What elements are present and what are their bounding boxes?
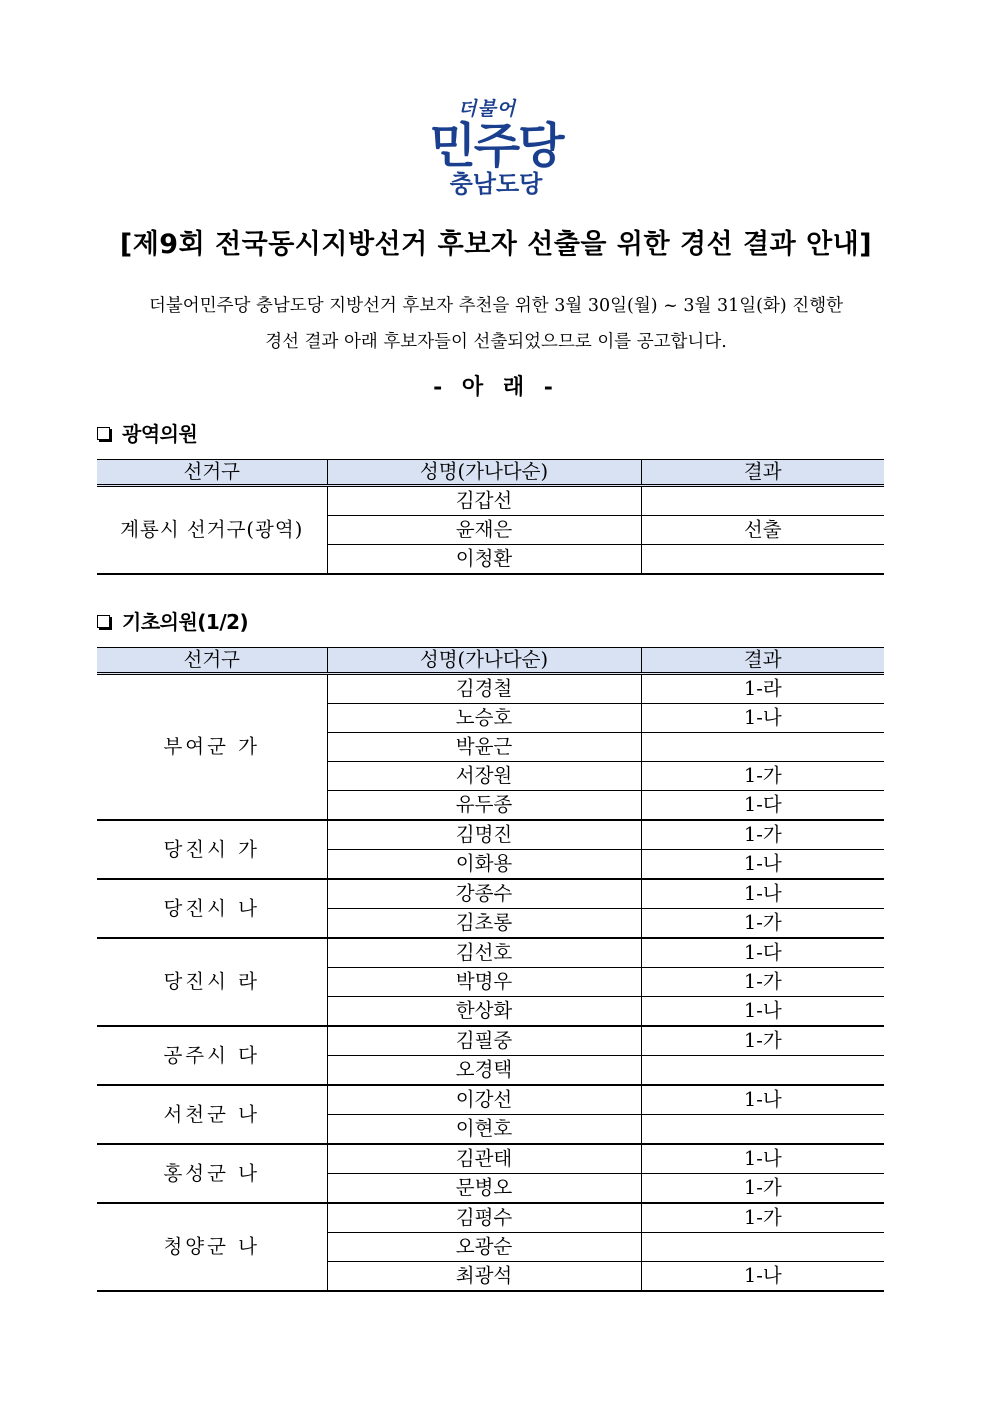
candidate-result: 1-나: [641, 1262, 884, 1292]
candidate-name: 이강선: [327, 1085, 641, 1115]
square-bullet-icon: [97, 427, 110, 440]
district-cell: 당진시 라: [97, 938, 327, 1026]
candidate-name: 이화용: [327, 850, 641, 880]
candidate-result: 1-가: [641, 820, 884, 850]
table-row: [97, 1203, 884, 1233]
logo-line3: 충남도당: [449, 170, 543, 198]
header-result: 결과: [641, 460, 884, 486]
document-title: [제9회 전국동시지방선거 후보자 선출을 위한 경선 결과 안내]: [119, 229, 873, 260]
candidate-name: 강종수: [327, 879, 641, 909]
header-name: 성명(가나다순): [327, 648, 641, 674]
candidate-name: 서장원: [327, 762, 641, 791]
candidate-result: 1-나: [641, 997, 884, 1027]
candidate-name: 이청환: [327, 545, 641, 575]
candidate-result: 1-가: [641, 1174, 884, 1204]
district-cell: 청양군 나: [97, 1203, 327, 1291]
candidate-name: 김선호: [327, 938, 641, 968]
candidate-result: 1-가: [641, 968, 884, 997]
candidate-result: 1-라: [641, 674, 884, 704]
candidate-name: 김갑선: [327, 486, 641, 516]
candidate-result: 1-나: [641, 1144, 884, 1174]
logo-line2: 민주당: [429, 118, 563, 174]
table-row: [97, 1026, 884, 1056]
candidate-name: 유두종: [327, 791, 641, 821]
candidate-name: 최광석: [327, 1262, 641, 1292]
section-metropolitan-heading: [97, 418, 197, 447]
candidate-result: [641, 545, 884, 575]
candidate-result: 1-다: [641, 938, 884, 968]
header-district: 선거구: [97, 648, 327, 674]
candidate-name: 한상화: [327, 997, 641, 1027]
candidate-name: 노승호: [327, 704, 641, 733]
candidate-result: [641, 486, 884, 516]
section-local-heading: [97, 606, 248, 635]
candidate-result: [641, 1233, 884, 1262]
candidate-name: 문병오: [327, 1174, 641, 1204]
candidate-name: 김평수: [327, 1203, 641, 1233]
candidate-name: 박윤근: [327, 733, 641, 762]
square-bullet-icon: [97, 615, 110, 628]
section-local-title: 기초의원(1/2): [122, 610, 249, 634]
district-cell: 서천군 나: [97, 1085, 327, 1144]
header-result: 결과: [641, 648, 884, 674]
candidate-name: 윤재은: [327, 516, 641, 545]
party-logo: [0, 98, 992, 198]
district-cell: 부여군 가: [97, 674, 327, 821]
candidate-result: 1-나: [641, 850, 884, 880]
metropolitan-results-table: [97, 459, 884, 575]
table-header-row: [97, 648, 884, 674]
district-cell: 홍성군 나: [97, 1144, 327, 1203]
candidate-result: [641, 733, 884, 762]
candidate-name: 김초롱: [327, 909, 641, 939]
header-name: 성명(가나다순): [327, 460, 641, 486]
logo-line1: 더불어: [457, 98, 517, 120]
candidate-name: 김관태: [327, 1144, 641, 1174]
district-cell: 계룡시 선거구(광역): [97, 486, 327, 575]
candidate-name: 이현호: [327, 1115, 641, 1145]
candidate-name: 오경택: [327, 1056, 641, 1086]
intro-line1: 더불어민주당 충남도당 지방선거 후보자 추천을 위한 3월 30일(월) ~ 3월 31일(화) 진행한: [148, 296, 844, 316]
intro-line2: 경선 결과 아래 후보자들이 선출되었으므로 이를 공고합니다.: [265, 332, 727, 352]
table-row: [97, 1085, 884, 1115]
candidate-result: 1-나: [641, 1085, 884, 1115]
candidate-name: 김경철: [327, 674, 641, 704]
candidate-name: 박명우: [327, 968, 641, 997]
intro-text: [0, 288, 992, 360]
candidate-result: [641, 1056, 884, 1086]
candidate-result: 1-다: [641, 791, 884, 821]
candidate-name: 김명진: [327, 820, 641, 850]
district-cell: 공주시 다: [97, 1026, 327, 1085]
candidate-result: 1-나: [641, 704, 884, 733]
section-metropolitan-title: 광역의원: [122, 422, 198, 446]
district-cell: 당진시 나: [97, 879, 327, 938]
candidate-result: 1-가: [641, 909, 884, 939]
table-row: [97, 879, 884, 909]
candidate-result: [641, 1115, 884, 1145]
candidate-result: 선출: [641, 516, 884, 545]
candidate-result: 1-가: [641, 1203, 884, 1233]
below-heading: - 아 래 -: [433, 374, 559, 400]
candidate-result: 1-가: [641, 1026, 884, 1056]
table-row: [97, 820, 884, 850]
district-cell: 당진시 가: [97, 820, 327, 879]
candidate-result: 1-가: [641, 762, 884, 791]
local-results-table: [97, 647, 884, 1292]
table-row: [97, 486, 884, 516]
header-district: 선거구: [97, 460, 327, 486]
candidate-name: 오광순: [327, 1233, 641, 1262]
table-row: [97, 938, 884, 968]
table-header-row: [97, 460, 884, 486]
table-row: [97, 1144, 884, 1174]
candidate-result: 1-나: [641, 879, 884, 909]
candidate-name: 김필중: [327, 1026, 641, 1056]
table-row: [97, 674, 884, 704]
